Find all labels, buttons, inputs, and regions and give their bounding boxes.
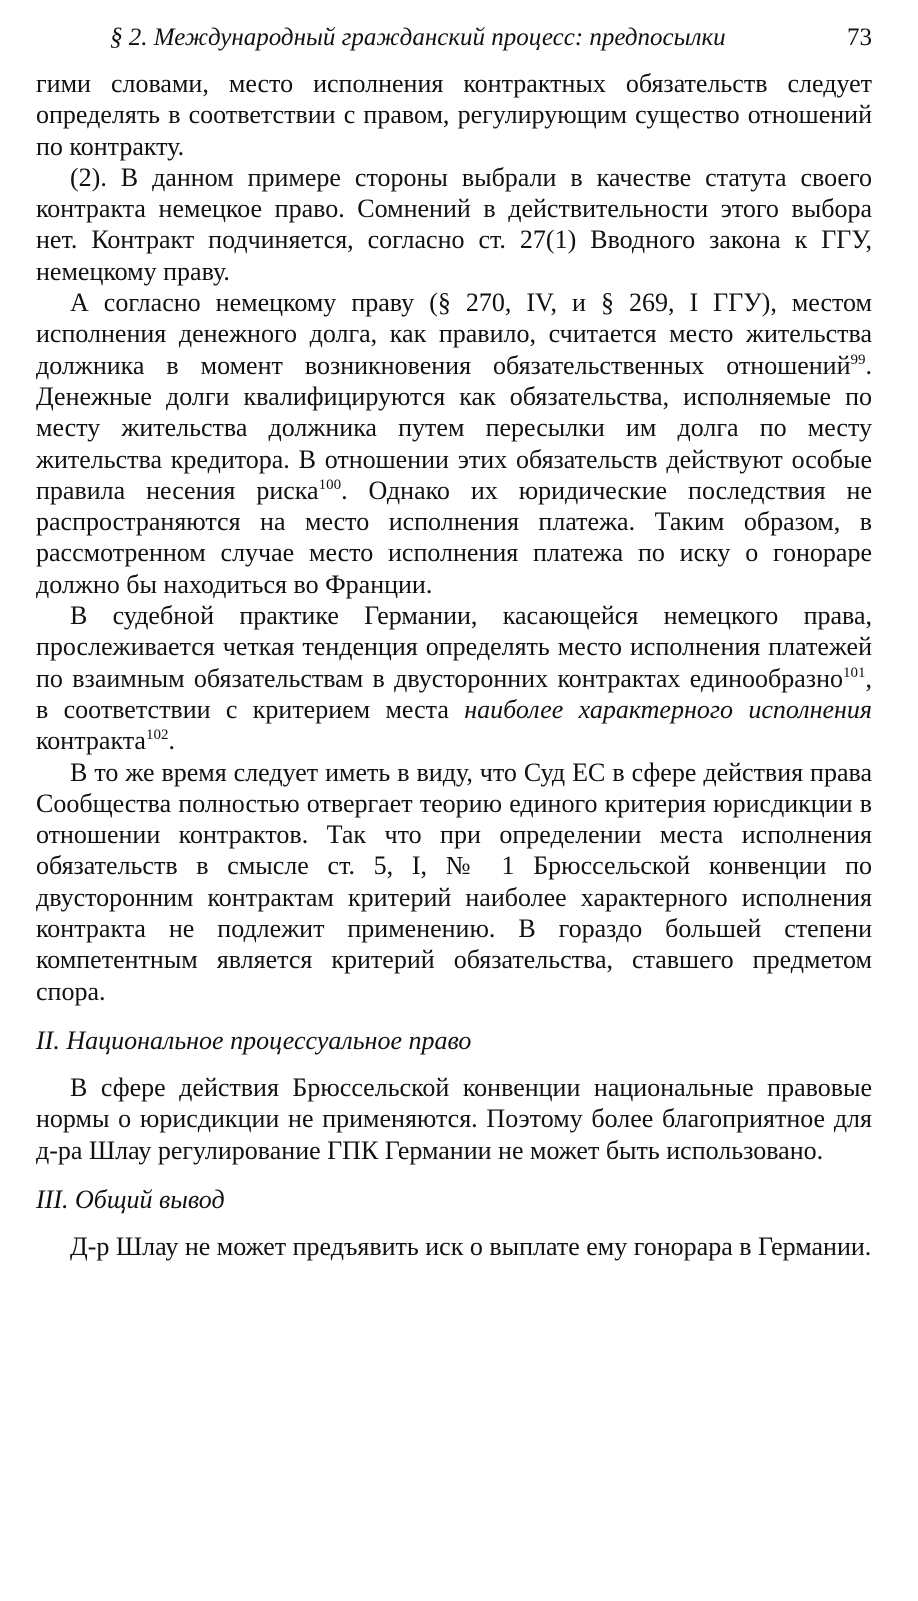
- paragraph-text-segment: В судебной практике Германии, касающейся немецкого права, прослеживается четкая тенденция определять место исполнения платежей по взаимным обязательствам в двусторонних контрактах единообразно: [36, 601, 872, 693]
- section-heading-conclusion: III. Общий вывод: [36, 1184, 225, 1214]
- footnote-ref-99: 99: [850, 351, 866, 368]
- paragraph-text-segment: , в соответствии с критерием места: [36, 663, 872, 724]
- paragraph-national-law: [36, 1072, 872, 1166]
- book-page: [36, 18, 872, 1262]
- paragraph-conclusion: [36, 1231, 872, 1262]
- paragraph-text-segment: . Однако их юридические последствия не распространяются на место исполнения платежа. Таким образом, в рассмотренном случае место исполнения платежа по иску о гонораре должно бы находиться во Франции.: [36, 475, 872, 599]
- paragraph-text-segment: контракта: [36, 726, 146, 756]
- paragraph-german-law: [36, 287, 872, 600]
- paragraph-text-segment: . Денежные долги квалифицируются как обязательства, исполняемые по месту жительства должника путем пересылки им долга по месту жительства кредитора. В отношении этих обязательств действуют особые правила несения риска: [36, 350, 872, 505]
- page-number: 73: [847, 24, 872, 51]
- emphasis-term: наиболее характерного исполнения: [464, 694, 873, 724]
- footnote-ref-100: 100: [318, 476, 342, 493]
- paragraph-ec-court: [36, 757, 872, 1007]
- running-title: § 2. Международный гражданский процесс: предпосылки: [110, 24, 726, 51]
- footnote-ref-101: 101: [843, 664, 866, 681]
- running-head: [36, 18, 872, 58]
- body-text: [36, 68, 872, 1262]
- paragraph-text: (2). В данном примере стороны выбрали в качестве статута своего контракта немецкое право. Сомнений в действительности этого выбора нет. Контракт подчиняется, согласно ст. 27(1) Вводного закона к ГГУ, немецкому праву.: [36, 162, 872, 286]
- paragraph-text-segment: .: [168, 726, 175, 756]
- paragraph-text: гими словами, место исполнения контрактных обязательств следует определять в соответствии с правом, регулирующим существо отношений по контракту.: [36, 69, 872, 161]
- paragraph-text: Д-р Шлау не может предъявить иск о выплате ему гонорара в Германии.: [70, 1231, 872, 1261]
- paragraph-text: В сфере действия Брюссельской конвенции национальные правовые нормы о юрисдикции не применяются. Поэтому более благоприятное для д-ра Шлау регулирование ГПК Германии не может быть использовано.: [36, 1072, 872, 1165]
- paragraph-case-law: [36, 600, 872, 756]
- paragraph-statute-choice: [36, 162, 872, 287]
- paragraph-continuation: [36, 68, 872, 162]
- section-heading-national-law: II. Национальное процессуальное право: [36, 1025, 472, 1055]
- footnote-ref-102: 102: [145, 727, 169, 744]
- paragraph-text-segment: А согласно немецкому праву (§ 270, IV, и § 269, I ГГУ), местом исполнения денежного долга, как правило, считается место жительства должника в момент возникновения обязательственных отношений: [36, 288, 872, 380]
- paragraph-text: В то же время следует иметь в виду, что Суд ЕС в сфере действия права Сообщества полностью отвергает теорию единого критерия юрисдикции в отношении контрактов. Так что при определении места исполнения обязательств в смысле ст. 5, I, № 1 Брюссельской конвенции по двусторонним контрактам критерий наиболее характерного исполнения контракта не подлежит применению. В гораздо большей степени компетентным является критерий обязательства, ставшего предметом спора.: [36, 757, 872, 1006]
